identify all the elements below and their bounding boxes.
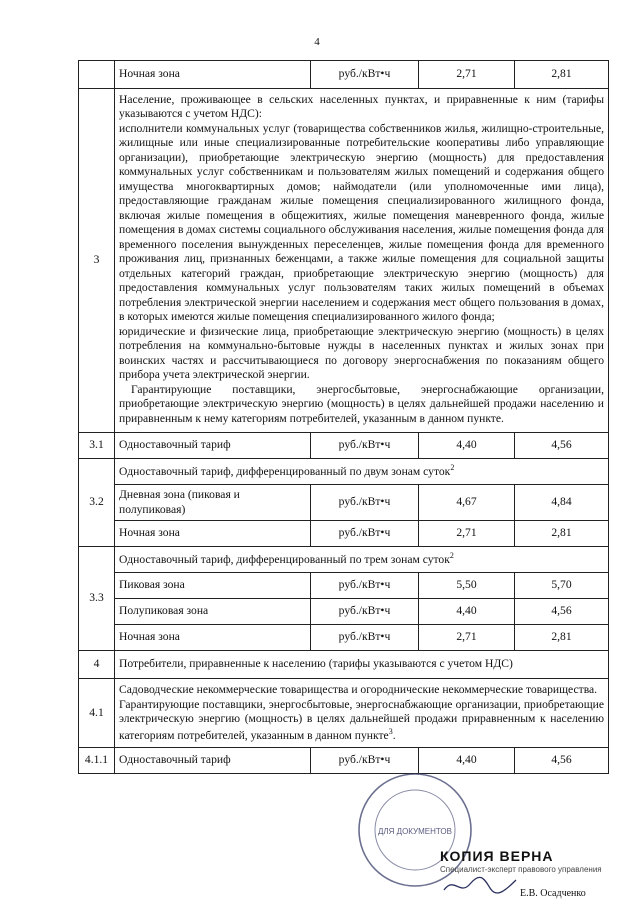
section-paragraph: юридические и физические лица, приобретающие электрическую энергию (мощность) в целях потребления на коммунально-бытовые нужды в населенных пунктах и жилых зонах при воинских частях и рассчитывающиеся по договору энергоснабжения по показаниям общего прибора учета электрической энергии. bbox=[119, 324, 604, 382]
row-number: 3 bbox=[79, 89, 115, 433]
footnote-mark: 2 bbox=[449, 551, 454, 561]
tariff-name: Полупиковая зона bbox=[115, 599, 311, 625]
section-paragraph-text: Гарантирующие поставщики, энергосбытовые, энергоснабжающие организации, приобретающие электрическую энергию (мощность) в целях дальнейшей продажи приравненным к населению категориям потребителей, указанным в данном пункте bbox=[119, 697, 604, 742]
tariff-value-h1: 4,40 bbox=[419, 747, 515, 773]
tariff-value-h1: 2,71 bbox=[419, 625, 515, 651]
specialist-title: Специалист-эксперт правового управления bbox=[440, 864, 602, 874]
section-description bbox=[115, 679, 609, 748]
signature bbox=[440, 874, 520, 896]
tariff-unit: руб./кВт•ч bbox=[311, 521, 419, 547]
tariff-value-h2: 2,81 bbox=[515, 61, 609, 89]
section-paragraph: исполнители коммунальных услуг (товарищества собственников жилья, жилищно-строительные, жилищные или иные специализированные потребительские кооперативы либо управляющие организации), приобретающие электрическую энергию (мощность) для предоставления коммунальных услуг собственникам и пользователям жилых помещений и содержания общего имущества многоквартирных домов; наймодатели (или уполномоченные ими лица), предоставляющие гражданам жилые помещения специализированного жилищного фонда, включая жилые помещения в общежитиях, жилые помещения маневренного фонда, жилые помещения в домах системы социального обслуживания населения, жилые помещения фонда для временного поселения вынужденных переселенцев, жилые помещения фонда для временного проживания лиц, признанных беженцами, а также жилые помещения для социальной защиты отдельных категорий граждан, приобретающие электрическую энергию (мощность) для предоставления коммунальных услуг пользователям таких жилых помещений в объемах потребления электрической энергии населением и содержания мест общего пользования в домах, в которых имеются жилые помещения специализированного жилого фонда; bbox=[119, 121, 604, 324]
tariff-value-h1: 4,40 bbox=[419, 433, 515, 459]
tariff-unit: руб./кВт•ч bbox=[311, 625, 419, 651]
row-number: 3.3 bbox=[79, 547, 115, 651]
table-row bbox=[79, 625, 609, 651]
table-row bbox=[79, 599, 609, 625]
subsection-header-text: Одноставочный тариф, дифференцированный по двум зонам суток bbox=[119, 465, 451, 479]
tariff-value-h2: 2,81 bbox=[515, 521, 609, 547]
row-number: 4 bbox=[79, 651, 115, 679]
tariff-value-h1: 2,71 bbox=[419, 61, 515, 89]
table-row bbox=[79, 459, 609, 485]
tariff-value-h1: 4,40 bbox=[419, 599, 515, 625]
subsection-header bbox=[115, 459, 609, 485]
tariff-name: Пиковая зона bbox=[115, 573, 311, 599]
copy-true-label: КОПИЯ ВЕРНА bbox=[440, 848, 554, 864]
tariff-name: Одноставочный тариф bbox=[115, 433, 311, 459]
tariff-value-h2: 2,81 bbox=[515, 625, 609, 651]
tariff-unit: руб./кВт•ч bbox=[311, 599, 419, 625]
row-number: 4.1.1 bbox=[79, 747, 115, 773]
tariff-value-h2: 4,56 bbox=[515, 747, 609, 773]
table-row bbox=[79, 679, 609, 748]
table-row bbox=[79, 485, 609, 521]
tariff-table bbox=[78, 60, 609, 774]
tariff-name: Ночная зона bbox=[115, 625, 311, 651]
table-row bbox=[79, 573, 609, 599]
tariff-unit: руб./кВт•ч bbox=[311, 433, 419, 459]
table-row bbox=[79, 433, 609, 459]
row-number: 3.1 bbox=[79, 433, 115, 459]
section-paragraph bbox=[119, 698, 604, 743]
table-row bbox=[79, 547, 609, 573]
footnote-mark: 3 bbox=[388, 726, 393, 736]
tariff-unit: руб./кВт•ч bbox=[311, 747, 419, 773]
row-number bbox=[79, 61, 115, 89]
tariff-name: Ночная зона bbox=[115, 61, 311, 89]
tariff-value-h2: 4,56 bbox=[515, 433, 609, 459]
tariff-name: Одноставочный тариф bbox=[115, 747, 311, 773]
table-row bbox=[79, 651, 609, 679]
table-row bbox=[79, 61, 609, 89]
tariff-value-h2: 4,84 bbox=[515, 485, 609, 521]
section-paragraph: Население, проживающее в сельских населенных пунктах, и приравненные к ним (тарифы указываются с учетом НДС): bbox=[119, 93, 604, 121]
stamp-text: ДЛЯ ДОКУМЕНТОВ bbox=[377, 827, 453, 836]
subsection-header-text: Одноставочный тариф, дифференцированный по трем зонам суток bbox=[119, 553, 450, 567]
table-row bbox=[79, 89, 609, 433]
tariff-unit: руб./кВт•ч bbox=[311, 61, 419, 89]
table-row bbox=[79, 747, 609, 773]
signer-name: Е.В. Осадченко bbox=[520, 888, 586, 899]
tariff-unit: руб./кВт•ч bbox=[311, 485, 419, 521]
section-paragraph: Садоводческие некоммерческие товарищества и огороднические некоммерческие товарищества. bbox=[119, 683, 598, 697]
table-row bbox=[79, 521, 609, 547]
tariff-name: Ночная зона bbox=[115, 521, 311, 547]
tariff-value-h1: 4,67 bbox=[419, 485, 515, 521]
row-number: 4.1 bbox=[79, 679, 115, 748]
certification-block bbox=[440, 848, 630, 903]
tariff-value-h1: 2,71 bbox=[419, 521, 515, 547]
footnote-mark: 2 bbox=[450, 463, 455, 473]
tariff-unit: руб./кВт•ч bbox=[311, 573, 419, 599]
section-paragraph-tail: . bbox=[392, 728, 396, 742]
tariff-value-h2: 4,56 bbox=[515, 599, 609, 625]
subsection-header bbox=[115, 547, 609, 573]
tariff-value-h1: 5,50 bbox=[419, 573, 515, 599]
section-paragraph: Гарантирующие поставщики, энергосбытовые, энергоснабжающие организации, приобретающие электрическую энергию (мощность) в целях дальнейшей продажи населению и приравненным к нему категориям потребителей, указанным в данном пункте. bbox=[119, 382, 604, 425]
section-description bbox=[115, 89, 609, 433]
tariff-name: Дневная зона (пиковая и полупиковая) bbox=[115, 485, 311, 521]
page-number: 4 bbox=[314, 36, 320, 48]
section-header: Потребители, приравненные к населению (тарифы указываются с учетом НДС) bbox=[115, 651, 609, 679]
row-number: 3.2 bbox=[79, 459, 115, 547]
tariff-value-h2: 5,70 bbox=[515, 573, 609, 599]
